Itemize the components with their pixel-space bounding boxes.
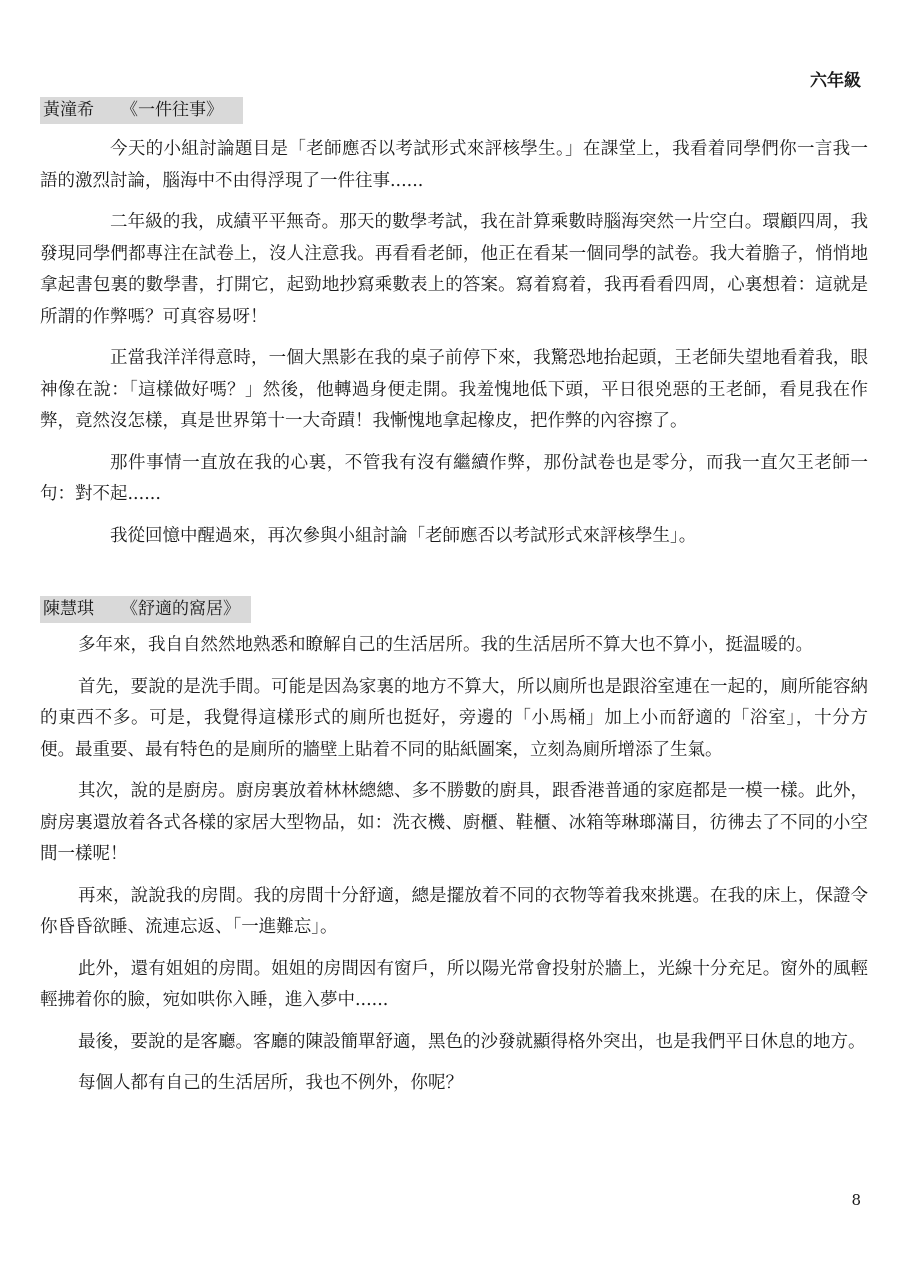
essay-paragraph: 二年級的我，成績平平無奇。那天的數學考試，我在計算乘數時腦海突然一片空白。環顧四周，我發現同學們都專注在試卷上，沒人注意我。再看看老師，他正在看某一個同學的試卷。我大着膽子，悄悄地拿起書包裏的數學書，打開它，起勁地抄寫乘數表上的答案。寫着寫着，我再看看四周，心裏想着：這就是所謂的作弊嗎？可真容易呀！	[40, 212, 868, 327]
grade-label: 六年級	[810, 71, 861, 91]
essay-paragraph: 最後，要說的是客廳。客廳的陳設簡單舒適，黑色的沙發就顯得格外突出，也是我們平日休息的地方。	[78, 1031, 866, 1052]
essay-body	[40, 134, 868, 552]
essay-author: 陳慧琪	[43, 599, 94, 619]
essay-paragraph: 我從回憶中醒過來，再次參與小組討論「老師應否以考試形式來評核學生」。	[110, 525, 697, 546]
essay-body	[40, 630, 868, 1100]
essay-paragraph: 此外，還有姐姐的房間。姐姐的房間因有窗戶，所以陽光常會投射於牆上，光線十分充足。窗外的風輕輕拂着你的臉，宛如哄你入睡，進入夢中......	[40, 958, 868, 1010]
essay-paragraph: 正當我洋洋得意時，一個大黑影在我的桌子前停下來，我驚恐地抬起頭，王老師失望地看着我，眼神像在說：「這樣做好嗎？」然後，他轉過身便走開。我羞愧地低下頭，平日很兇惡的王老師，看見我在作弊，竟然沒怎樣，真是世界第十一大奇蹟！我慚愧地拿起橡皮，把作弊的內容擦了。	[40, 348, 868, 431]
essay-paragraph: 其次，說的是廚房。廚房裏放着林林總總、多不勝數的廚具，跟香港普通的家庭都是一模一樣。此外，廚房裏還放着各式各樣的家居大型物品，如：洗衣機、廚櫃、鞋櫃、冰箱等琳瑯滿目，彷彿去了不同的小空間一樣呢！	[40, 781, 868, 864]
essay-paragraph: 每個人都有自己的生活居所，我也不例外，你呢？	[78, 1073, 463, 1093]
essay-paragraph: 再來，說說我的房間。我的房間十分舒適，總是擺放着不同的衣物等着我來挑選。在我的床上，保證令你昏昏欲睡、流連忘返、「一進難忘」。	[40, 885, 868, 937]
essay-author: 黃潼希	[43, 100, 94, 120]
essay-title: 《舒適的窩居》	[121, 599, 240, 619]
page-number: 8	[851, 1191, 861, 1209]
essay-header	[40, 596, 251, 623]
essay-paragraph: 首先，要說的是洗手間。可能是因為家裏的地方不算大，所以廁所也是跟浴室連在一起的，廁所能容納的東西不多。可是，我覺得這樣形式的廁所也挺好，旁邊的「小馬桶」加上小而舒適的「浴室」，十分方便。最重要、最有特色的是廁所的牆壁上貼着不同的貼紙圖案，立刻為廁所增添了生氣。	[40, 676, 868, 760]
essay-paragraph: 那件事情一直放在我的心裏，不管我有沒有繼續作弊，那份試卷也是零分，而我一直欠王老師一句：對不起......	[40, 452, 868, 504]
essay-paragraph: 今天的小組討論題目是「老師應否以考試形式來評核學生。」在課堂上，我看着同學們你一言我一語的激烈討論，腦海中不由得浮現了一件往事......	[40, 139, 868, 191]
essay-title: 《一件往事》	[121, 100, 223, 120]
essay-paragraph: 多年來，我自自然然地熟悉和瞭解自己的生活居所。我的生活居所不算大也不算小，挺温暖的。	[78, 635, 813, 655]
essay-header	[40, 97, 243, 124]
